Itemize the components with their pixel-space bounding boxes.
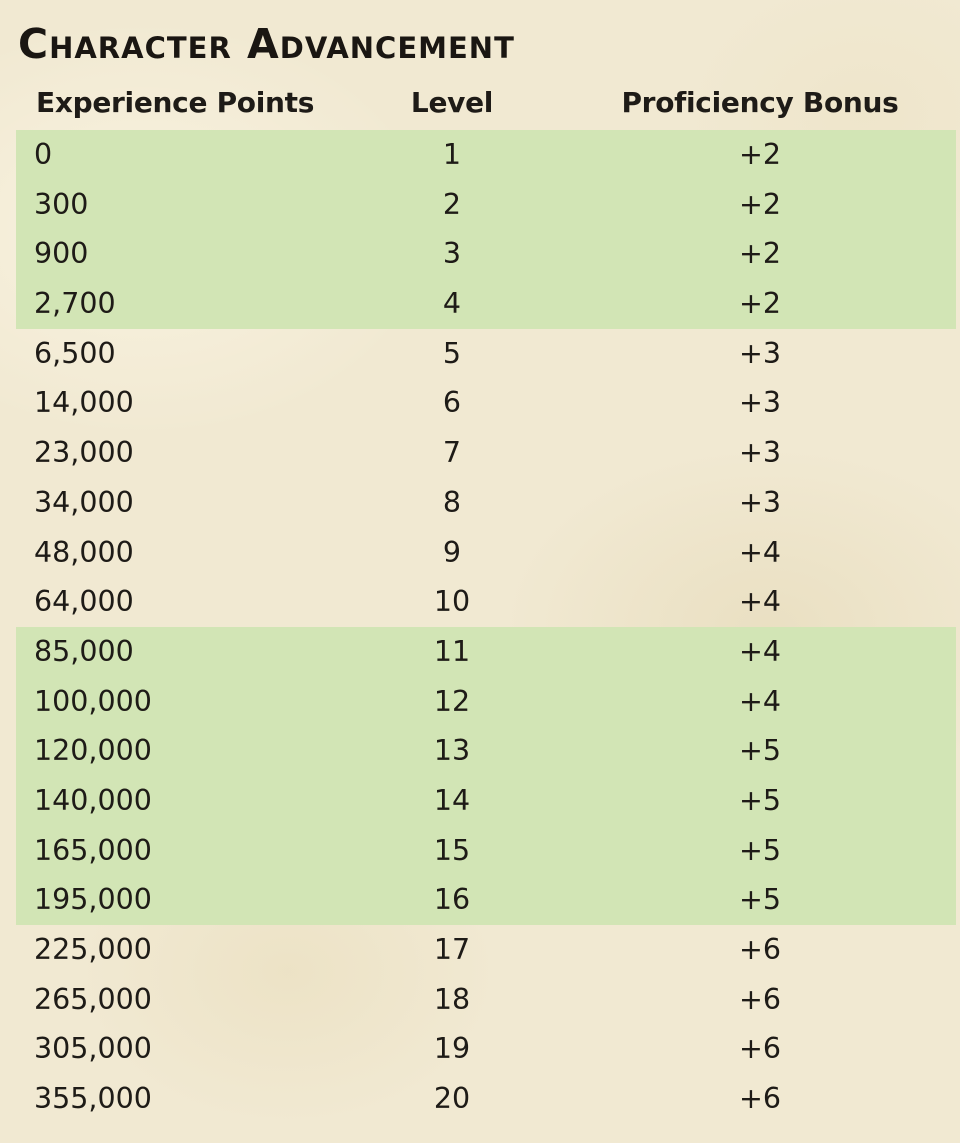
cell-proficiency-bonus: +6 bbox=[738, 1082, 782, 1116]
cell-experience-points: 300 bbox=[34, 187, 89, 221]
cell-level: 7 bbox=[442, 436, 462, 470]
table-row bbox=[16, 229, 956, 279]
cell-experience-points: 225,000 bbox=[34, 933, 152, 966]
cell-experience-points: 14,000 bbox=[34, 386, 134, 420]
cell-proficiency-bonus: +3 bbox=[738, 386, 782, 420]
cell-experience-points: 900 bbox=[34, 237, 89, 271]
table-row bbox=[16, 478, 956, 528]
cell-experience-points: 355,000 bbox=[34, 1082, 152, 1116]
table-row bbox=[16, 279, 956, 329]
table-row bbox=[16, 975, 956, 1025]
cell-proficiency-bonus: +4 bbox=[738, 684, 782, 718]
table-body bbox=[16, 130, 956, 1124]
table-row bbox=[16, 826, 956, 876]
cell-proficiency-bonus: +4 bbox=[738, 634, 782, 668]
cell-experience-points: 120,000 bbox=[34, 734, 152, 768]
cell-level: 15 bbox=[433, 833, 471, 867]
cell-proficiency-bonus: +2 bbox=[738, 187, 782, 221]
table-row bbox=[16, 378, 956, 428]
table-row bbox=[16, 1024, 956, 1074]
cell-proficiency-bonus: +2 bbox=[738, 287, 782, 321]
table-row bbox=[16, 726, 956, 776]
cell-level: 2 bbox=[442, 187, 462, 221]
cell-proficiency-bonus: +3 bbox=[738, 336, 782, 370]
cell-proficiency-bonus: +4 bbox=[738, 585, 782, 619]
table-row bbox=[16, 925, 956, 975]
table-row bbox=[16, 329, 956, 379]
cell-level: 20 bbox=[433, 1082, 471, 1116]
table-row bbox=[16, 428, 956, 478]
cell-experience-points: 85,000 bbox=[34, 634, 134, 668]
cell-level: 6 bbox=[442, 386, 462, 420]
cell-experience-points: 165,000 bbox=[34, 833, 152, 867]
table-row bbox=[16, 677, 956, 727]
advancement-table bbox=[16, 80, 956, 1124]
table-row bbox=[16, 528, 956, 578]
table-title: Character Advancement bbox=[18, 20, 515, 68]
cell-proficiency-bonus: +5 bbox=[738, 783, 782, 817]
cell-proficiency-bonus: +5 bbox=[738, 833, 782, 867]
cell-proficiency-bonus: +5 bbox=[738, 734, 782, 768]
cell-proficiency-bonus: +2 bbox=[738, 237, 782, 271]
header-level: Level bbox=[410, 86, 494, 119]
table-row bbox=[16, 627, 956, 677]
cell-level: 8 bbox=[442, 485, 462, 519]
cell-level: 5 bbox=[442, 336, 462, 370]
cell-level: 12 bbox=[433, 684, 471, 718]
table-row bbox=[16, 130, 956, 180]
table-row bbox=[16, 776, 956, 826]
cell-level: 16 bbox=[433, 883, 471, 917]
cell-experience-points: 64,000 bbox=[34, 585, 134, 619]
cell-level: 11 bbox=[433, 634, 471, 668]
cell-level: 10 bbox=[433, 585, 471, 619]
cell-experience-points: 6,500 bbox=[34, 336, 116, 370]
cell-experience-points: 23,000 bbox=[34, 436, 134, 470]
cell-level: 9 bbox=[442, 535, 462, 569]
cell-proficiency-bonus: +3 bbox=[738, 485, 782, 519]
cell-proficiency-bonus: +3 bbox=[738, 436, 782, 470]
cell-experience-points: 48,000 bbox=[34, 535, 134, 569]
cell-experience-points: 265,000 bbox=[34, 982, 152, 1016]
cell-proficiency-bonus: +4 bbox=[738, 535, 782, 569]
cell-experience-points: 100,000 bbox=[34, 684, 152, 718]
cell-level: 19 bbox=[433, 1032, 471, 1066]
table-row bbox=[16, 1074, 956, 1124]
table-row bbox=[16, 577, 956, 627]
cell-experience-points: 305,000 bbox=[34, 1032, 152, 1066]
cell-level: 18 bbox=[433, 982, 471, 1016]
cell-experience-points: 2,700 bbox=[34, 287, 116, 321]
cell-level: 17 bbox=[433, 933, 471, 966]
cell-level: 4 bbox=[442, 287, 462, 321]
cell-experience-points: 34,000 bbox=[34, 485, 134, 519]
cell-experience-points: 195,000 bbox=[34, 883, 152, 917]
cell-proficiency-bonus: +6 bbox=[738, 982, 782, 1016]
cell-level: 13 bbox=[433, 734, 471, 768]
cell-experience-points: 140,000 bbox=[34, 783, 152, 817]
cell-level: 14 bbox=[433, 783, 471, 817]
cell-experience-points: 0 bbox=[34, 138, 53, 171]
cell-proficiency-bonus: +6 bbox=[738, 933, 782, 966]
cell-proficiency-bonus: +2 bbox=[738, 138, 782, 171]
cell-proficiency-bonus: +6 bbox=[738, 1032, 782, 1066]
cell-level: 1 bbox=[442, 138, 462, 171]
table-header bbox=[16, 80, 956, 130]
table-row bbox=[16, 180, 956, 230]
header-proficiency-bonus: Proficiency Bonus bbox=[621, 86, 899, 119]
header-experience-points: Experience Points bbox=[36, 86, 315, 119]
cell-level: 3 bbox=[442, 237, 462, 271]
table-row bbox=[16, 875, 956, 925]
cell-proficiency-bonus: +5 bbox=[738, 883, 782, 917]
